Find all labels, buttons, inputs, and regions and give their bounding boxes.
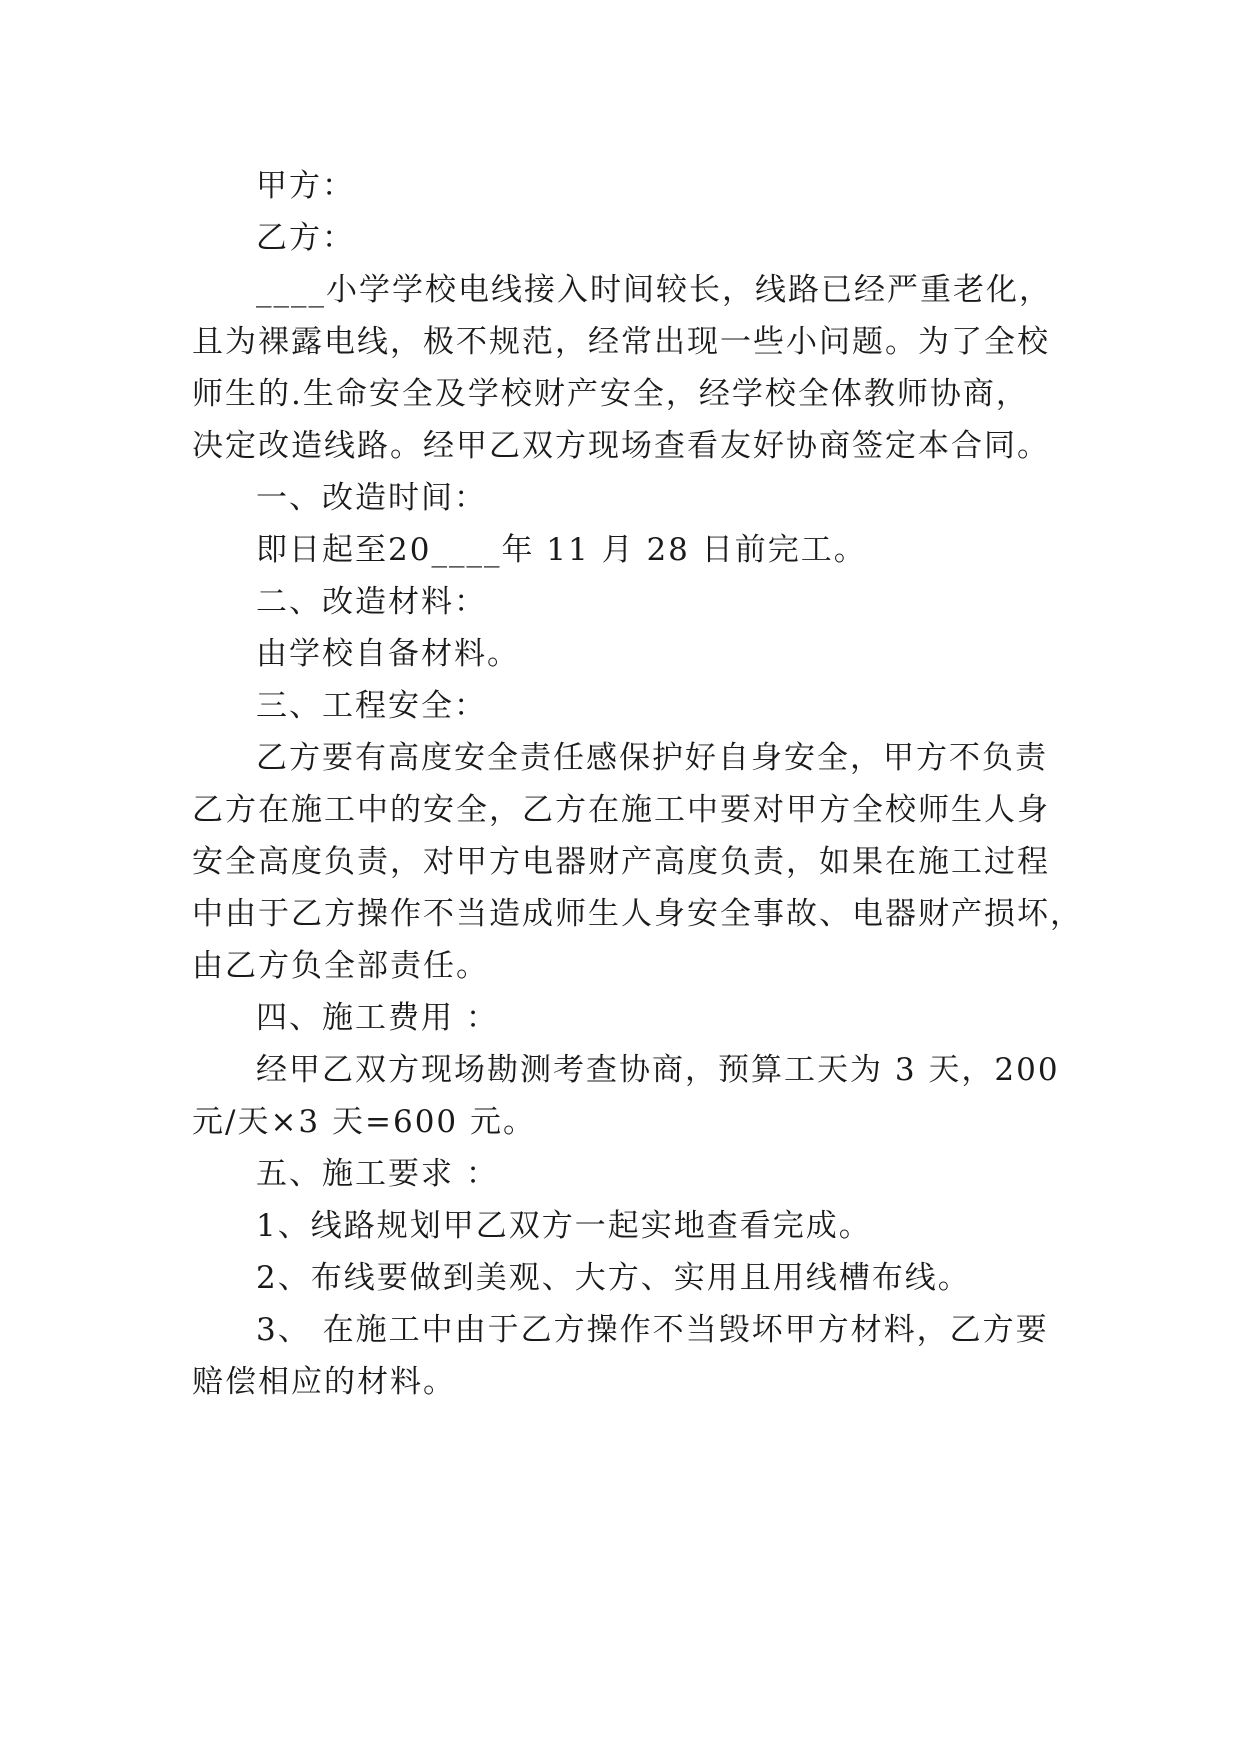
section-body-cost-line: 元/天×3 天=600 元。 [192,1104,536,1140]
section-heading-safety: 三、工程安全： [256,688,487,724]
section-body-safety-line: 由乙方负全部责任。 [192,948,489,984]
requirement-item-3-continued: 赔偿相应的材料。 [192,1364,456,1400]
section-heading-cost: 四、施工费用 ： [256,1000,499,1036]
party-b-line: 乙方： [256,220,355,256]
section-body-materials: 由学校自备材料。 [256,636,520,672]
intro-paragraph-line: 决定改造线路。经甲乙双方现场查看友好协商签定本合同。 [192,428,1050,464]
section-body-time: 即日起至20____年 11 月 28 日前完工。 [256,532,867,568]
intro-paragraph-line: 师生的.生命安全及学校财产安全，经学校全体教师协商， [192,376,1029,412]
section-body-cost-line: 经甲乙双方现场勘测考查协商，预算工天为 3 天，200 [256,1052,1060,1088]
section-heading-time: 一、改造时间： [256,480,487,516]
section-body-safety-line: 乙方要有高度安全责任感保护好自身安全，甲方不负责 [256,740,1048,776]
section-body-safety-line: 安全高度负责，对甲方电器财产高度负责，如果在施工过程 [192,844,1050,880]
requirement-item-3: 3、 在施工中由于乙方操作不当毁坏甲方材料，乙方要 [256,1312,1049,1348]
intro-paragraph-line: ____小学学校电线接入时间较长，线路已经严重老化， [256,272,1052,308]
section-body-safety-line: 中由于乙方操作不当造成师生人身安全事故、电器财产损坏， [192,896,1083,932]
requirement-item-1: 1、线路规划甲乙双方一起实地查看完成。 [256,1208,872,1244]
document-body [192,160,1083,1408]
section-heading-requirements: 五、施工要求 ： [256,1156,499,1192]
requirement-item-2: 2、布线要做到美观、大方、实用且用线槽布线。 [256,1260,971,1296]
intro-paragraph-line: 且为裸露电线，极不规范，经常出现一些小问题。为了全校 [192,324,1050,360]
party-a-line: 甲方： [256,168,355,204]
section-body-safety-line: 乙方在施工中的安全，乙方在施工中要对甲方全校师生人身 [192,792,1050,828]
section-heading-materials: 二、改造材料： [256,584,487,620]
